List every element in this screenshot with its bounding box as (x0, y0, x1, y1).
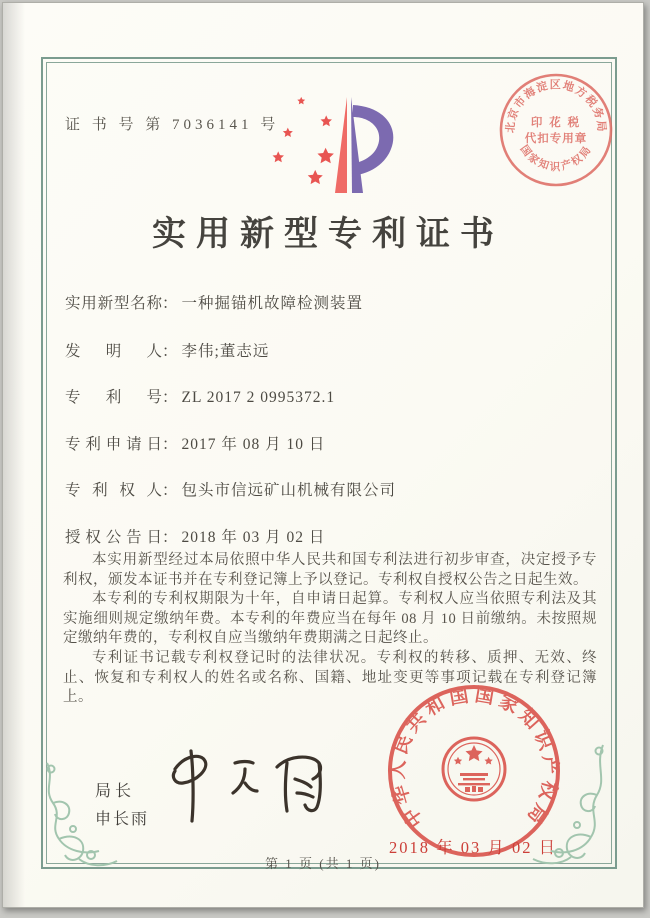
certificate-page (2, 2, 644, 908)
field-value-patent-number: ZL 2017 2 0995372.1 (181, 389, 336, 406)
logo-spire-and-p (335, 97, 393, 193)
field-colon: ： (162, 436, 178, 453)
field-row-invention-name (65, 291, 363, 313)
field-label: 专利申请日 (65, 436, 162, 453)
field-value-inventors: 李伟;董志远 (181, 343, 270, 360)
field-value-patentee: 包头市信远矿山机械有限公司 (181, 482, 397, 499)
field-colon: ： (162, 295, 178, 312)
field-value-filing-date: 2017 年 08 月 10 日 (181, 436, 326, 453)
stamp-tax-seal (495, 69, 617, 191)
handwritten-signature (161, 741, 346, 831)
cnipa-logo-icon (261, 93, 409, 201)
cnipa-seal-ring-text: 中华人民共和国国家知识产权局 (387, 684, 561, 831)
signer-title: 局长 (95, 783, 136, 800)
field-row-grant-date (65, 525, 325, 547)
field-row-patent-number (65, 385, 335, 407)
logo-stars (273, 97, 334, 184)
field-colon: ： (162, 482, 178, 499)
field-colon: ： (162, 389, 178, 406)
signer-name: 申长雨 (95, 811, 150, 828)
tax-seal-center-line1: 印 花 税 (530, 117, 582, 129)
book-binding-shadow (3, 3, 29, 907)
legal-paragraph-3: 专利证书记载专利权登记时的法律状况。专利权的转移、质押、无效、终止、恢复和专利权人的姓名或名称、国籍、地址变更等事项记载在专利登记簿上。 (63, 649, 597, 706)
svg-text:国家知识产权局 (518, 142, 595, 172)
page-number-footer: 第 1 页 (共 1 页) (265, 856, 381, 871)
field-colon: ： (162, 343, 178, 360)
tax-seal-arc-top-text: 北京市海淀区地方税务局 (504, 79, 608, 134)
field-label: 专利权人 (65, 482, 162, 499)
field-label: 授权公告日 (65, 529, 162, 546)
field-label: 专利号 (65, 389, 162, 406)
field-value-grant-date: 2018 年 03 月 02 日 (181, 529, 326, 546)
stamp-cnipa-seal (386, 683, 562, 859)
legal-paragraph-2: 本专利的专利权期限为十年，自申请日起算。专利权人应当依照专利法及其实施细则规定缴纳年费。本专利的年费应当在每年 08 月 10 日前缴纳。未按照规定缴纳年费的，专利权自应当缴纳年费期满之日起终止。 (63, 591, 597, 647)
certificate-number: 证 书 号 第 7036141 号 (65, 117, 280, 133)
field-row-filing-date (65, 432, 325, 454)
field-colon: ： (162, 529, 178, 546)
legal-paragraph-1: 本实用新型经过本局依照中华人民共和国专利法进行初步审查，决定授予专利权，颁发本证书并在专利登记簿上予以登记。专利权自授权公告之日起生效。 (63, 552, 597, 588)
field-row-patentee (65, 478, 396, 500)
national-emblem (443, 738, 505, 800)
field-row-inventors (65, 339, 269, 361)
tax-seal-center-line2: 代扣专用章 (524, 133, 588, 145)
seal-date: 2018 年 03 月 02 日 (389, 838, 558, 857)
certificate-title: 实用新型专利证书 (152, 216, 504, 253)
tax-seal-arc-bottom-text: 国家知识产权局 (517, 143, 595, 173)
field-label: 实用新型名称 (65, 295, 162, 312)
field-label: 发明人 (65, 343, 162, 360)
field-value-invention-name: 一种掘锚机故障检测装置 (181, 295, 364, 312)
